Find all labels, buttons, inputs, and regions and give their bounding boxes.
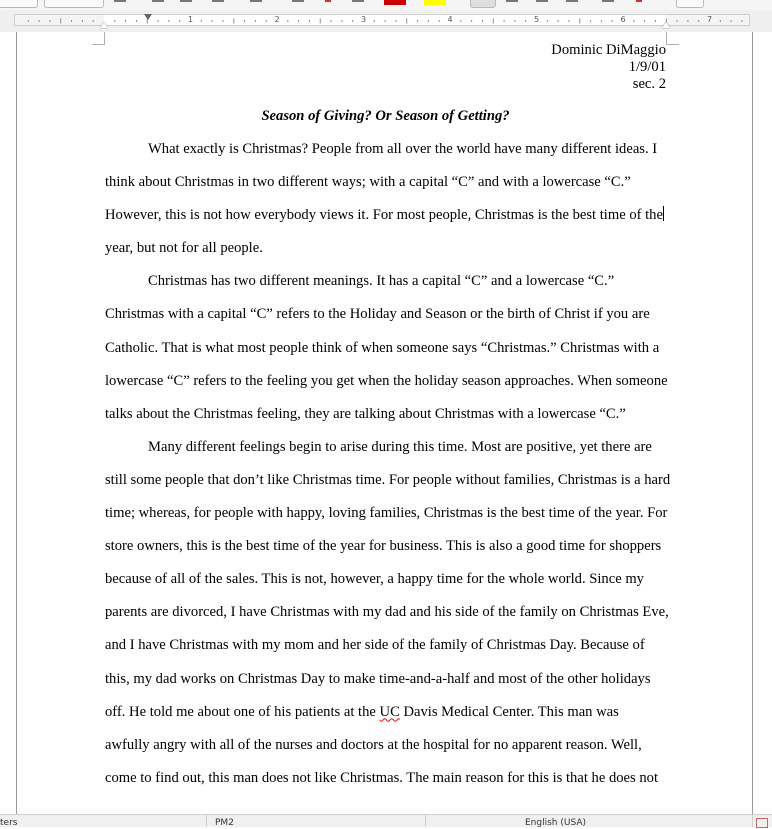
text-line	[105, 696, 666, 729]
first-line-indent-marker[interactable]	[144, 14, 152, 20]
ruler-number: 2	[274, 15, 280, 24]
right-indent-marker[interactable]	[662, 22, 670, 28]
ruler-number: 4	[447, 15, 453, 24]
text-line	[105, 199, 666, 232]
document-body[interactable]	[105, 32, 671, 795]
align-left-button[interactable]	[470, 0, 496, 8]
highlight-color-swatch[interactable]	[424, 0, 446, 5]
italic-icon[interactable]	[180, 0, 192, 2]
ruler-number: 1	[187, 15, 194, 24]
list-icon[interactable]	[636, 0, 642, 2]
ruler-ticks	[0, 10, 772, 32]
align-right-icon[interactable]	[536, 0, 548, 2]
status-separator	[425, 815, 426, 827]
font-color-swatch[interactable]	[384, 0, 406, 5]
text-line: time; whereas, for people with happy, loving families, Christmas is the best time of the year. For	[105, 505, 668, 522]
essay-title: Season of Giving? Or Season of Getting?	[261, 108, 510, 124]
text-line: and I have Christmas with my mom and her side of the family of Christmas Day. Because of	[105, 637, 645, 654]
line-spacing-icon[interactable]	[602, 0, 614, 2]
text-cursor	[663, 206, 664, 221]
left-indent-marker[interactable]	[100, 22, 108, 28]
shadow-icon[interactable]	[352, 0, 364, 2]
text-line: this, my dad works on Christmas Day to make time-and-a-half and most of the other holidays	[105, 670, 651, 687]
ruler-number: 5	[533, 15, 540, 24]
margin-corner-left	[92, 32, 105, 45]
strikethrough-icon[interactable]	[250, 0, 262, 2]
text-line: parents are divorced, I have Christmas with my dad and his side of the family on Christmas Eve,	[105, 604, 669, 621]
text-segment: off. He told me about one of his patients at the	[105, 703, 380, 720]
text-line: Many different feelings begin to arise during this time. Most are positive, yet there are	[148, 438, 652, 455]
paragraph-style-box[interactable]	[0, 0, 38, 8]
clear-format-icon[interactable]	[325, 0, 331, 2]
status-language[interactable]: English (USA)	[525, 818, 587, 828]
text-line: Christmas with a capital “C” refers to the Holiday and Season or the birth of Christ if you are	[105, 306, 650, 323]
underline-icon[interactable]	[212, 0, 224, 2]
ruler-number: 7	[706, 15, 713, 24]
header-section: sec. 2	[632, 76, 666, 92]
text-line: talks about the Christmas feeling, they are talking about Christmas with a lowercase “C.”	[105, 405, 626, 422]
status-page-style[interactable]: PM2	[215, 818, 234, 828]
text-line: lowercase “C” refers to the feeling you get when the holiday season approaches. When someone	[105, 372, 668, 389]
margin-corner-right	[666, 32, 679, 45]
header-name: Dominic DiMaggio	[551, 42, 666, 58]
align-center-icon[interactable]	[506, 0, 518, 2]
status-changes-icon[interactable]	[756, 818, 768, 828]
ruler-number: 6	[620, 15, 626, 24]
spelling-error-word[interactable]: UC	[379, 703, 400, 720]
text-line: because of all of the sales. This is not, however, a happy time for the whole world. Since my	[105, 571, 644, 588]
text-line: year, but not for all people.	[105, 240, 263, 257]
status-word-count: ters	[0, 818, 18, 828]
text-line-content: However, this is not how everybody views it. For most people, Christmas is the best time of the	[105, 207, 663, 224]
document-canvas[interactable]	[0, 32, 772, 814]
text-line: What exactly is Christmas? People from all over the world have many different ideas. I	[148, 141, 658, 157]
bold-icon[interactable]	[152, 0, 164, 2]
status-separator	[206, 815, 207, 827]
superscript-icon[interactable]	[292, 0, 304, 2]
horizontal-ruler[interactable]	[0, 10, 772, 33]
text-line: Christmas has two different meanings. It has a capital “C” and a lowercase “C.”	[148, 273, 615, 290]
align-icon[interactable]	[114, 0, 126, 2]
font-name-box[interactable]	[44, 0, 104, 8]
text-line: Catholic. That is what most people think of when someone says “Christmas.” Christmas with a	[105, 339, 660, 356]
header-date: 1/9/01	[628, 59, 666, 75]
page-right-edge	[752, 32, 753, 814]
toolbar	[0, 0, 772, 10]
paragraph-format-button[interactable]	[676, 0, 704, 8]
status-separator	[752, 815, 753, 827]
justify-icon[interactable]	[566, 0, 578, 2]
text-segment: Davis Medical Center. This man was	[399, 703, 619, 720]
text-line: still some people that don’t like Christmas time. For people without families, Christmas is a hard	[105, 471, 671, 488]
text-line: store owners, this is the best time of the year for business. This is also a good time for shoppers	[105, 538, 662, 555]
status-bar	[0, 814, 772, 827]
ruler-number: 3	[360, 15, 367, 24]
text-line: think about Christmas in two different ways; with a capital “C” and with a lowercase “C.”	[105, 174, 631, 191]
text-line: come to find out, this man does not like Christmas. The main reason for this is that he does not	[105, 769, 658, 786]
page-left-edge	[16, 32, 17, 814]
text-line: awfully angry with all of the nurses and doctors at the hospital for no apparent reason. Well,	[105, 736, 642, 753]
